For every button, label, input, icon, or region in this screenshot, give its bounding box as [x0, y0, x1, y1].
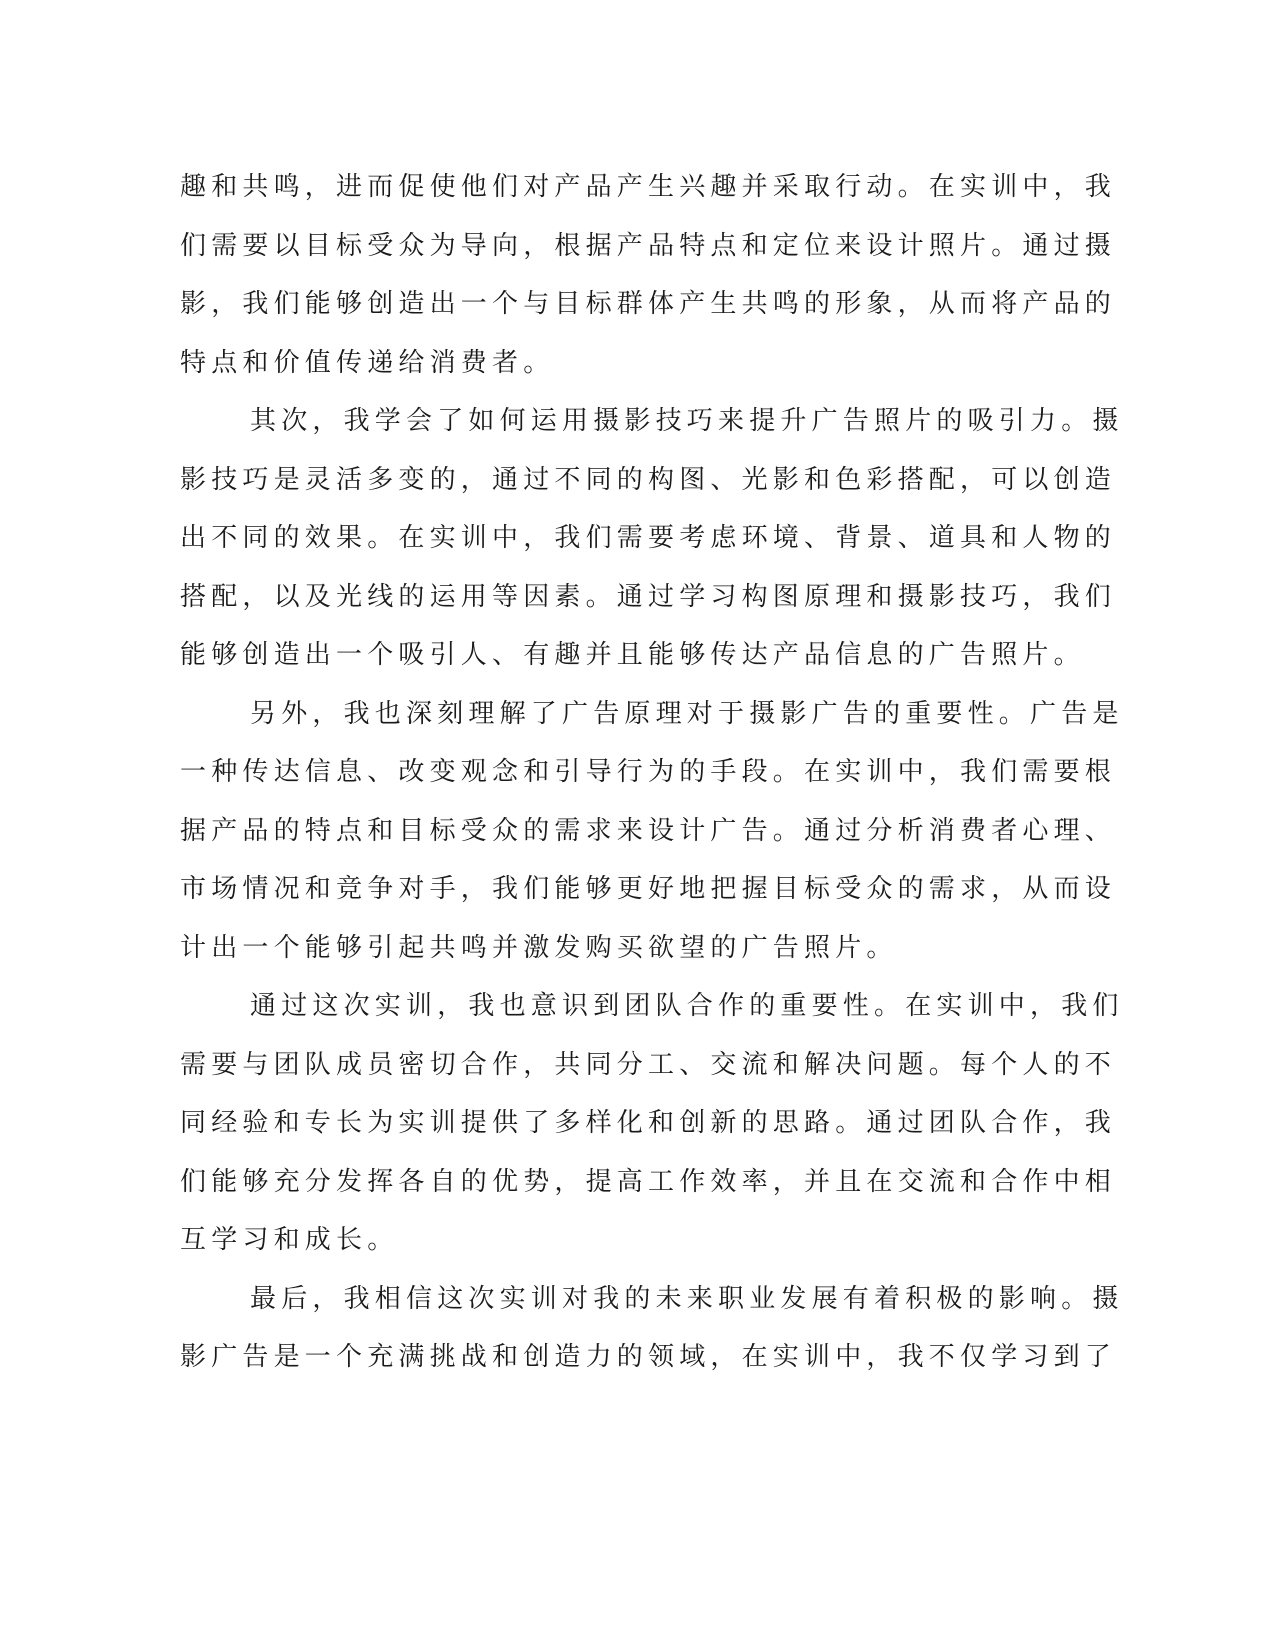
text-line-paragraph-start: 最后，我相信这次实训对我的未来职业发展有着积极的影响。摄 [250, 1283, 1124, 1314]
text-line: 出不同的效果。在实训中，我们需要考虑环境、背景、道具和人物的 [180, 523, 1117, 553]
text-line: 影广告是一个充满挑战和创造力的领域，在实训中，我不仅学习到了 [180, 1342, 1117, 1372]
text-line: 趣和共鸣，进而促使他们对产品产生兴趣并采取行动。在实训中，我 [180, 172, 1117, 202]
text-line: 影技巧是灵活多变的，通过不同的构图、光影和色彩搭配，可以创造 [180, 464, 1117, 495]
body-text [180, 158, 1124, 1387]
text-line: 需要与团队成员密切合作，共同分工、交流和解决问题。每个人的不 [180, 1049, 1117, 1080]
text-line: 互学习和成长。 [180, 1225, 399, 1255]
text-line: 特点和价值传递给消费者。 [180, 347, 555, 378]
text-line-paragraph-start: 通过这次实训，我也意识到团队合作的重要性。在实训中，我们 [250, 991, 1124, 1021]
text-line: 据产品的特点和目标受众的需求来设计广告。通过分析消费者心理、 [180, 815, 1117, 846]
text-line-paragraph-start: 其次，我学会了如何运用摄影技巧来提升广告照片的吸引力。摄 [250, 406, 1124, 436]
text-line: 搭配，以及光线的运用等因素。通过学习构图原理和摄影技巧，我们 [180, 581, 1117, 612]
text-line: 们需要以目标受众为导向，根据产品特点和定位来设计照片。通过摄 [180, 230, 1117, 261]
text-line: 能够创造出一个吸引人、有趣并且能够传达产品信息的广告照片。 [180, 640, 1085, 670]
text-line-paragraph-start: 另外，我也深刻理解了广告原理对于摄影广告的重要性。广告是 [250, 698, 1124, 729]
text-line: 计出一个能够引起共鸣并激发购买欲望的广告照片。 [180, 932, 898, 963]
text-line: 影，我们能够创造出一个与目标群体产生共鸣的形象，从而将产品的 [180, 289, 1117, 319]
text-line: 同经验和专长为实训提供了多样化和创新的思路。通过团队合作，我 [180, 1108, 1117, 1138]
text-line: 市场情况和竞争对手，我们能够更好地把握目标受众的需求，从而设 [180, 874, 1117, 904]
text-line: 一种传达信息、改变观念和引导行为的手段。在实训中，我们需要根 [180, 757, 1117, 787]
text-line: 们能够充分发挥各自的优势，提高工作效率，并且在交流和合作中相 [180, 1166, 1117, 1197]
